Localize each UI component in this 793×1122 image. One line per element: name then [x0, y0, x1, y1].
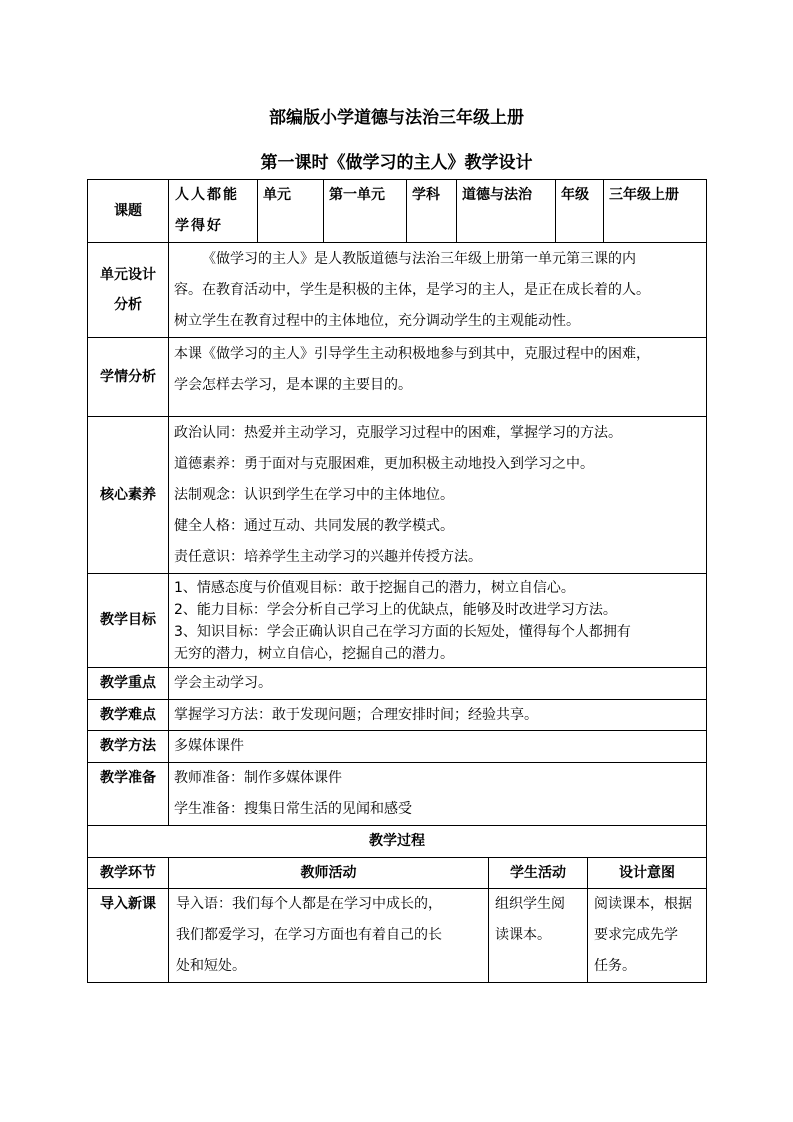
- unit-value: 第一单元: [329, 187, 385, 203]
- col-header-intent: 设计意图: [619, 864, 675, 881]
- col-header-stage: 教学环节: [100, 864, 156, 881]
- teaching-goals-label: 教学目标: [100, 612, 156, 628]
- unit-analysis-text: 《做学习的主人》是人教版道德与法治三年级上册第一单元第三课的内 容。在教育活动中，学生是积极的主体，是学习的主人，是正在成长着的人。 树立学生在教育过程中的主体地位，充分调动学生的主观能动性。: [174, 251, 650, 329]
- method-label: 教学方法: [100, 738, 156, 754]
- key-point-label: 教学重点: [100, 675, 156, 691]
- teaching-goals-text: 1、情感态度与价值观目标：敢于挖掘自己的潜力，树立自信心。 2、能力目标：学会分析自己学习上的优缺点，能够及时改进学习方法。 3、知识目标：学会正确认识自己在学习方面的长短处，懂得每个人都拥有 无穷的潜力，树立自信心，挖掘自己的潜力。: [174, 580, 631, 662]
- preparation-text: 教师准备：制作多媒体课件 学生准备：搜集日常生活的见闻和感受: [174, 770, 412, 817]
- grade-label: 年级: [561, 187, 589, 203]
- lesson-title: 第一课时《做学习的主人》教学设计: [260, 153, 533, 173]
- table-row-intent: 阅读课本，根据 要求完成先学 任务。: [594, 896, 692, 974]
- difficulty-text: 掌握学习方法：敢于发现问题；合理安排时间；经验共享。: [174, 707, 538, 723]
- method-text: 多媒体课件: [174, 738, 244, 754]
- learner-analysis-text: 本课《做学习的主人》引导学生主动积极地参与到其中，克服过程中的困难， 学会怎样去学习，是本课的主要目的。: [174, 346, 650, 393]
- unit-label: 单元: [263, 187, 291, 203]
- table-row-stage: 导入新课: [100, 896, 156, 912]
- col-header-student: 学生活动: [510, 864, 566, 881]
- grade-value: 三年级上册: [609, 187, 679, 203]
- preparation-label: 教学准备: [100, 770, 156, 786]
- unit-analysis-label: 单元设计 分析: [100, 267, 156, 313]
- key-point-text: 学会主动学习。: [174, 675, 272, 691]
- subject-label: 学科: [412, 187, 440, 203]
- difficulty-label: 教学难点: [100, 706, 156, 723]
- process-heading: 教学过程: [369, 833, 425, 849]
- table-row-student: 组织学生阅 读课本。: [495, 896, 565, 943]
- topic-value: 人人都能 学得好: [175, 187, 239, 234]
- core-literacy-text: 政治认同：热爱并主动学习，克服学习过程中的困难，掌握学习的方法。 道德素养：勇于面对与克服困难，更加积极主动地投入到学习之中。 法制观念：认识到学生在学习中的主体地位。 健全人格：通过互动、共同发展的教学模式。 责任意识：培养学生主动学习的兴趣并传授方法。: [174, 425, 622, 565]
- document-title: 部编版小学道德与法治三年级上册: [269, 108, 524, 128]
- learner-analysis-label: 学情分析: [100, 368, 156, 385]
- core-literacy-label: 核心素养: [100, 486, 156, 503]
- topic-label: 课题: [114, 202, 142, 219]
- col-header-teacher: 教师活动: [300, 864, 357, 881]
- table-row-teacher: 导入语：我们每个人都是在学习中成长的， 我们都爱学习，在学习方面也有着自己的长 处和短处。: [176, 896, 442, 974]
- subject-value: 道德与法治: [462, 187, 532, 203]
